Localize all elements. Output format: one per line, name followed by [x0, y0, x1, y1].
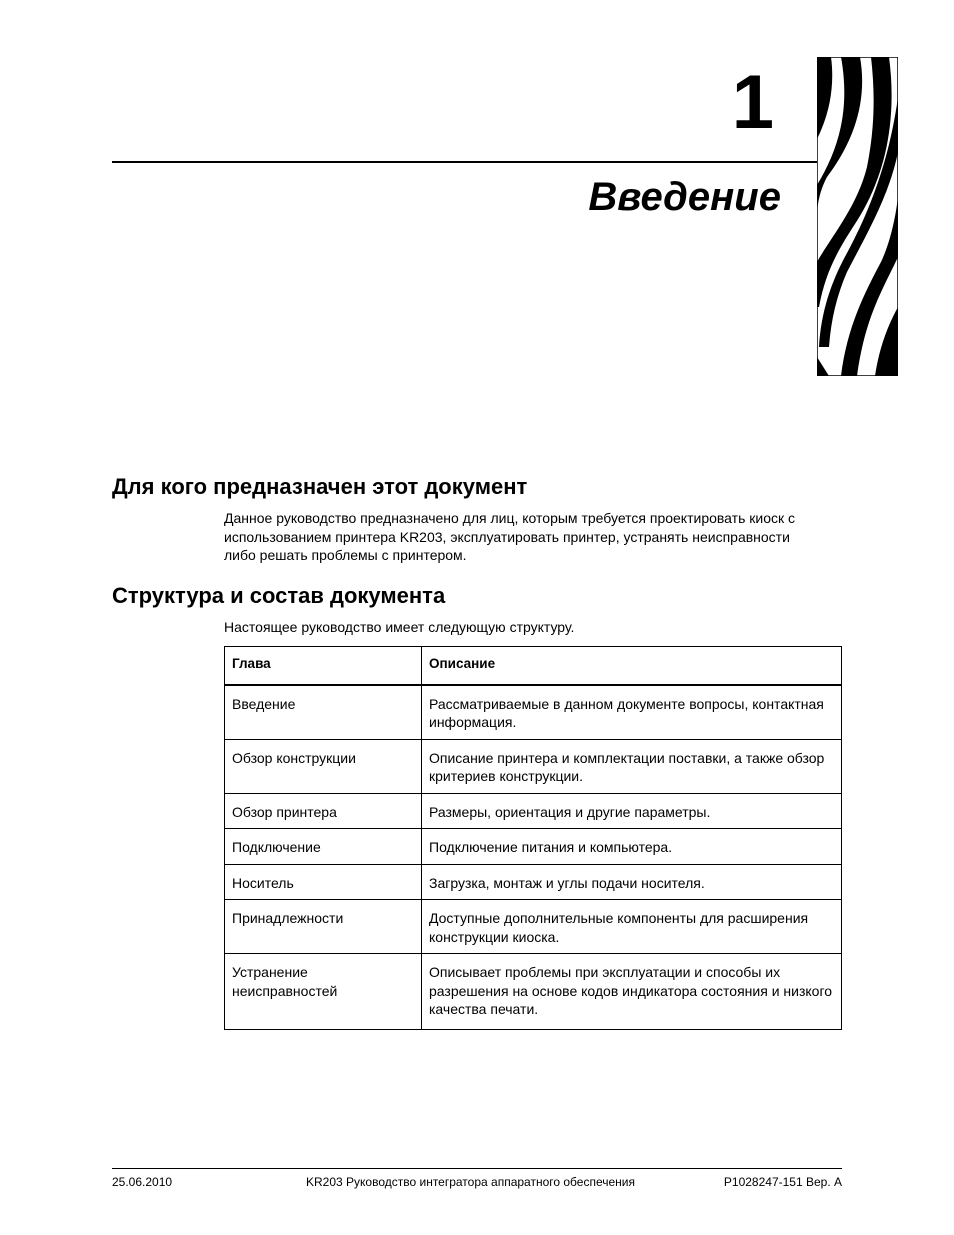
table-row: [225, 829, 842, 865]
table-row: [225, 954, 842, 1030]
table-cell-description: Описание принтера и комплектации поставки, а также обзор критериев конструкции.: [422, 739, 842, 793]
table-cell-description: Размеры, ориентация и другие параметры.: [422, 793, 842, 829]
chapter-rule: [112, 161, 818, 163]
section-paragraph-structure: Настоящее руководство имеет следующую структуру.: [224, 619, 575, 635]
table-cell-description: Рассматриваемые в данном документе вопросы, контактная информация.: [422, 685, 842, 740]
table-cell-chapter: Носитель: [225, 864, 422, 900]
chapter-table: [224, 646, 842, 1030]
table-cell-description: Подключение питания и компьютера.: [422, 829, 842, 865]
table-row: [225, 900, 842, 954]
chapter-title: Введение: [588, 175, 781, 219]
footer-doc-number: P1028247-151 Вер. А: [723, 1175, 842, 1189]
table-cell-description: Описывает проблемы при эксплуатации и способы их разрешения на основе кодов индикатора состояния и низкого качества печати.: [422, 954, 842, 1030]
section-heading-structure: Структура и состав документа: [112, 583, 446, 608]
chapter-number: 1: [731, 60, 774, 145]
table-cell-description: Загрузка, монтаж и углы подачи носителя.: [422, 864, 842, 900]
table-cell-chapter: Введение: [225, 685, 422, 740]
table-header-row: [225, 647, 842, 685]
table-cell-chapter: Устранение неисправностей: [225, 954, 422, 1030]
table-cell-chapter: Обзор принтера: [225, 793, 422, 829]
table-cell-chapter: Принадлежности: [225, 900, 422, 954]
table-cell-chapter: Подключение: [225, 829, 422, 865]
zebra-stripes-icon: [817, 57, 898, 376]
section-paragraph-audience: Данное руководство предназначено для лиц, которым требуется проектировать киоск с использованием принтера KR203, эксплуатировать принтер, устранять неисправности либо решать проблемы с принтером.: [224, 510, 795, 563]
table-cell-chapter: Обзор конструкции: [225, 739, 422, 793]
table-header-chapter: Глава: [225, 647, 422, 685]
table-row: [225, 793, 842, 829]
table-row: [225, 864, 842, 900]
section-heading-audience: Для кого предназначен этот документ: [112, 474, 528, 499]
footer-rule: [112, 1168, 842, 1169]
table-row: [225, 739, 842, 793]
footer-doc-title: KR203 Руководство интегратора аппаратного обеспечения: [306, 1175, 635, 1189]
table-header-description: Описание: [422, 647, 842, 685]
table-row: [225, 685, 842, 740]
table-cell-description: Доступные дополнительные компоненты для расширения конструкции киоска.: [422, 900, 842, 954]
footer-date: 25.06.2010: [112, 1175, 173, 1189]
